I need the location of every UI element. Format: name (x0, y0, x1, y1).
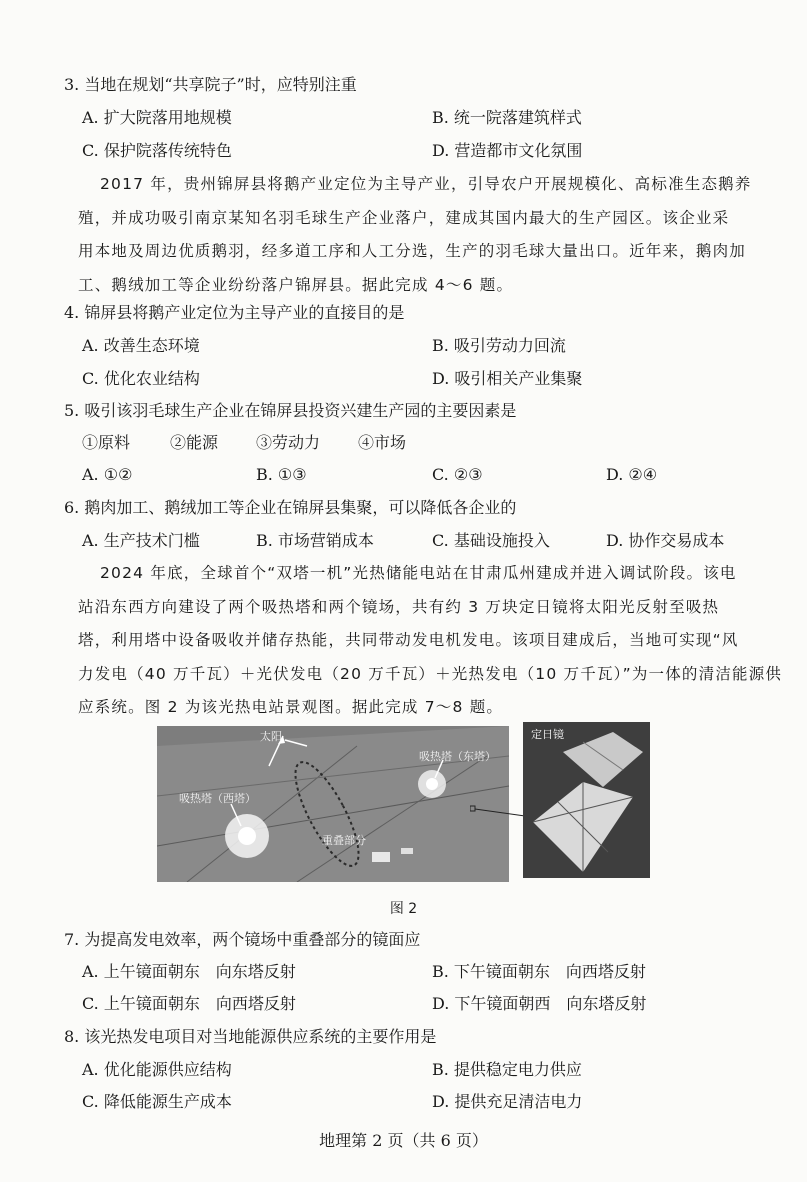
solar-plant-photo (157, 726, 509, 882)
passage1-line: 2017 年，贵州锦屏县将鹅产业定位为主导产业，引导农户开展规模化、高标准生态鹅养 (100, 175, 752, 193)
heliostat-illustration (523, 722, 650, 878)
q3-option-a: A. 扩大院落用地规模 (82, 108, 232, 127)
q8-option-c: C. 降低能源生产成本 (82, 1092, 232, 1111)
q7-option-a: A. 上午镜面朝东 向东塔反射 (82, 962, 296, 981)
passage-solar-thermal (78, 557, 783, 725)
q4-option-d: D. 吸引相关产业集聚 (432, 369, 583, 388)
q6-option-a: A. 生产技术门槛 (82, 531, 200, 550)
q6-option-d: D. 协作交易成本 (606, 531, 725, 550)
label-heliostat: 定日镜 (531, 728, 564, 741)
q3-option-b: B. 统一院落建筑样式 (432, 108, 582, 127)
label-overlap: 重叠部分 (322, 834, 366, 847)
q7-option-d: D. 下午镜面朝西 向东塔反射 (432, 994, 647, 1013)
passage-goose-industry (78, 168, 752, 302)
q6-stem: 6. 鹅肉加工、鹅绒加工等企业在锦屏县集聚，可以降低各企业的 (64, 498, 517, 517)
passage1-line: 殖，并成功吸引南京某知名羽毛球生产企业落户，建成其国内最大的生产园区。该企业采 (78, 208, 730, 227)
q5-factor: ④市场 (358, 433, 407, 452)
q5-stem: 5. 吸引该羽毛球生产企业在锦屏县投资兴建生产园的主要因素是 (64, 401, 517, 420)
heliostat-inset-photo (523, 722, 650, 878)
passage2-line: 2024 年底，全球首个“双塔一机”光热储能电站在甘肃瓜州建成并进入调试阶段。该电 (100, 564, 737, 582)
q8-stem: 8. 该光热发电项目对当地能源供应系统的主要作用是 (64, 1027, 437, 1046)
passage1-line: 工、鹅绒加工等企业纷纷落户锦屏县。据此完成 4～6 题。 (78, 275, 514, 294)
q8-option-a: A. 优化能源供应结构 (82, 1060, 232, 1079)
label-sun: 太阳 (260, 730, 282, 743)
q4-option-b: B. 吸引劳动力回流 (432, 336, 566, 355)
q5-factor: ①原料 (82, 433, 131, 452)
passage2-line: 塔，利用塔中设备吸收并储存热能，共同带动发电机发电。该项目建成后，当地可实现“风 (78, 631, 739, 649)
passage2-line: 站沿东西方向建设了两个吸热塔和两个镜场，共有约 3 万块定日镜将太阳光反射至吸热 (78, 597, 720, 616)
label-west-tower: 吸热塔（西塔） (179, 792, 256, 805)
page-footer: 地理第 2 页（共 6 页） (319, 1131, 488, 1150)
figure-caption: 图 2 (389, 901, 418, 917)
q4-option-c: C. 优化农业结构 (82, 369, 200, 388)
q7-option-b: B. 下午镜面朝东 向西塔反射 (432, 962, 646, 981)
q5-factor: ③劳动力 (256, 433, 321, 452)
q5-option-c: C. ②③ (432, 465, 483, 484)
label-east-tower: 吸热塔（东塔） (419, 750, 496, 763)
q4-option-a: A. 改善生态环境 (82, 336, 200, 355)
q3-option-d: D. 营造都市文化氛围 (432, 141, 583, 160)
q5-option-a: A. ①② (82, 465, 133, 484)
zoom-connector (470, 800, 530, 820)
passage2-line: 应系统。图 2 为该光热电站景观图。据此完成 7～8 题。 (78, 698, 504, 716)
passage1-line: 用本地及周边优质鹅羽，经多道工序和人工分选，生产的羽毛球大量出口。近年来，鹅肉加 (78, 242, 747, 260)
q3-stem: 3. 当地在规划“共享院子”时，应特别注重 (64, 75, 357, 94)
q3-option-c: C. 保护院落传统特色 (82, 141, 232, 160)
passage2-line: 力发电（40 万千瓦）＋光伏发电（20 万千瓦）＋光热发电（10 万千瓦）”为一体的清洁能源供 (78, 664, 783, 683)
q5-option-d: D. ②④ (606, 465, 658, 484)
q8-option-b: B. 提供稳定电力供应 (432, 1060, 582, 1079)
q7-stem: 7. 为提高发电效率，两个镜场中重叠部分的镜面应 (64, 930, 421, 949)
q6-option-b: B. 市场营销成本 (256, 531, 374, 550)
q5-option-b: B. ①③ (256, 465, 307, 484)
q7-option-c: C. 上午镜面朝东 向西塔反射 (82, 994, 296, 1013)
q8-option-d: D. 提供充足清洁电力 (432, 1092, 583, 1111)
q6-option-c: C. 基础设施投入 (432, 531, 550, 550)
q4-stem: 4. 锦屏县将鹅产业定位为主导产业的直接目的是 (64, 303, 405, 322)
q5-factor: ②能源 (170, 433, 219, 452)
